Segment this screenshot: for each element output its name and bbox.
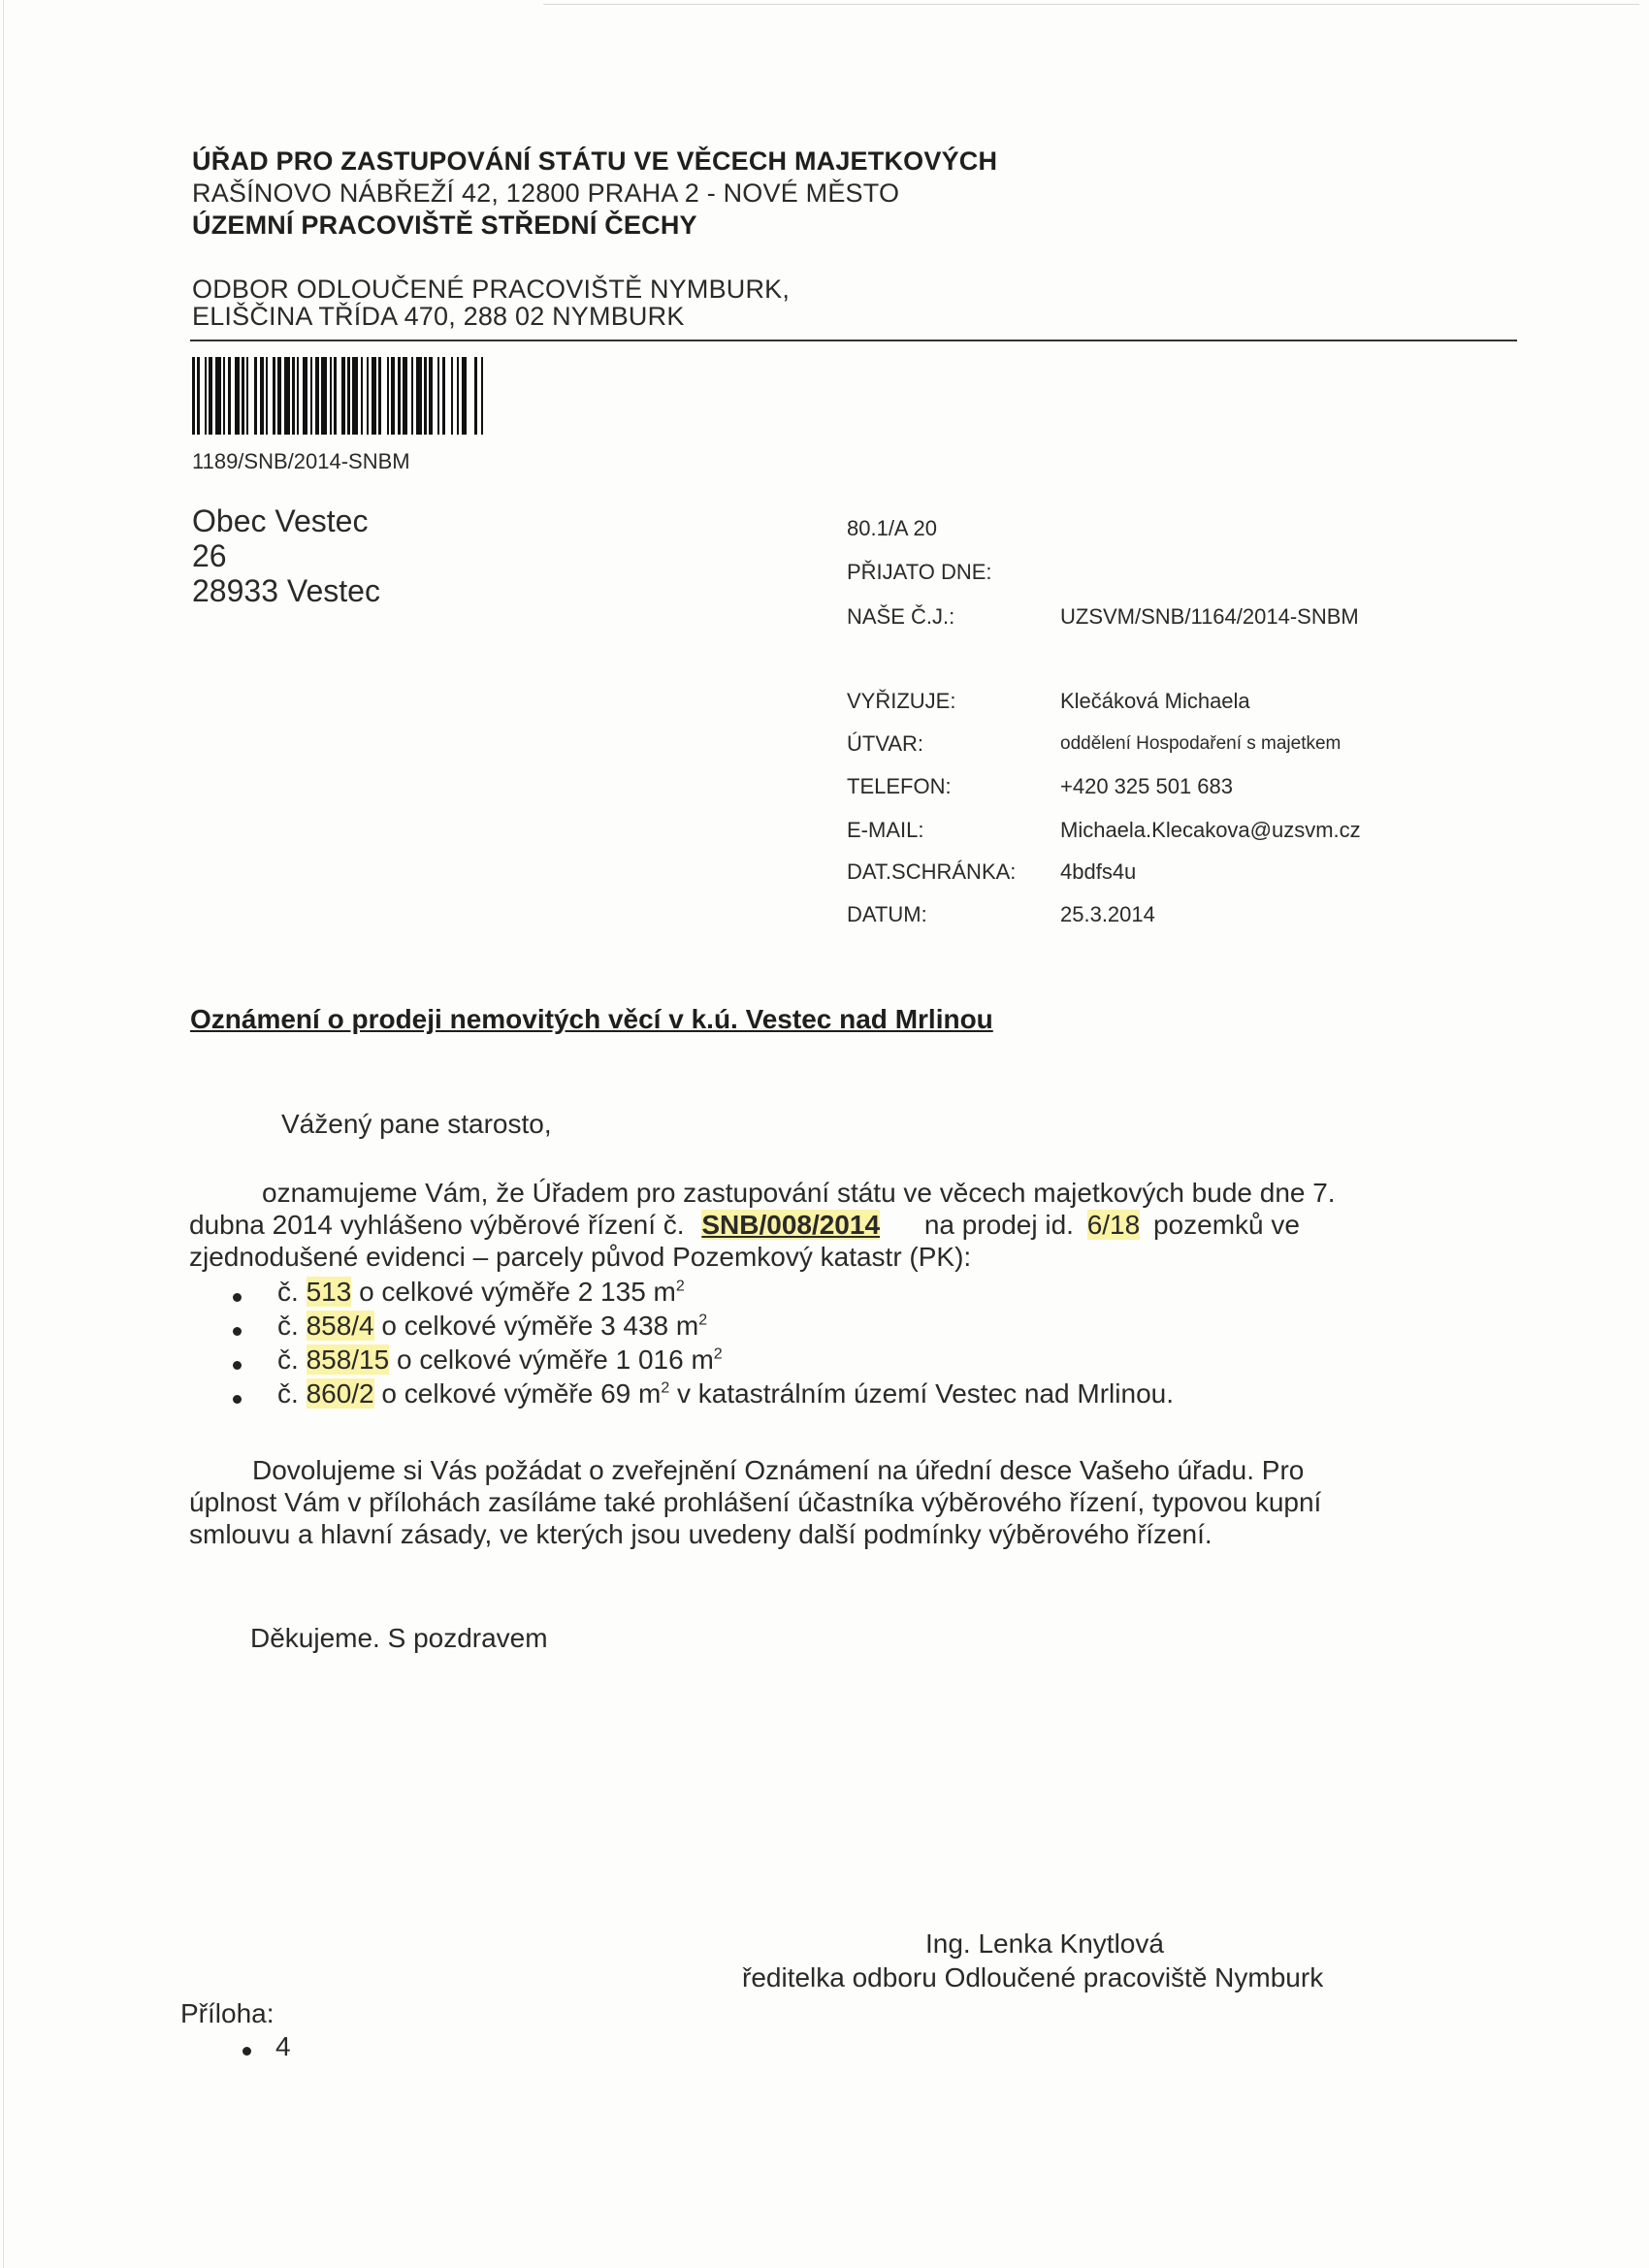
parcel-id: 513 <box>306 1277 352 1307</box>
parcel-area: o celkové výměře 2 135 m <box>359 1277 676 1307</box>
handler-value: Klečáková Michaela <box>1060 689 1250 713</box>
barcode-reference: 1189/SNB/2014-SNBM <box>192 449 410 473</box>
department-address: ELIŠČINA TŘÍDA 470, 288 02 NYMBURK <box>192 302 685 331</box>
recipient-street: 26 <box>192 538 227 573</box>
closing: Děkujeme. S pozdravem <box>250 1623 548 1653</box>
scan-left-edge <box>3 0 4 2268</box>
paragraph1-line1: oznamujeme Vám, že Úřadem pro zastupování státu ve věcech majetkových bude dne 7. <box>262 1178 1336 1208</box>
parcel-tail: v katastrálním území Vestec nad Mrlinou. <box>669 1378 1174 1409</box>
bullet-icon <box>233 1395 242 1404</box>
dept-value: oddělení Hospodaření s majetkem <box>1060 733 1342 754</box>
bullet-icon <box>233 1293 242 1302</box>
office-name: ÚŘAD PRO ZASTUPOVÁNÍ STÁTU VE VĚCECH MAJETKOVÝCH <box>192 146 998 176</box>
paragraph1-line3: zjednodušené evidenci – parcely původ Pozemkový katastr (PK): <box>189 1242 972 1272</box>
area-unit-exponent: 2 <box>661 1379 670 1397</box>
parcel-prefix: č. <box>277 1378 299 1409</box>
paragraph2-line1: Dovolujeme si Vás požádat o zveřejnění Oznámení na úřední desce Vašeho úřadu. Pro <box>252 1455 1305 1485</box>
attachments-count: 4 <box>275 2031 291 2061</box>
bullet-icon <box>233 1361 242 1370</box>
header-separator <box>190 340 1517 341</box>
dept-label: ÚTVAR: <box>847 731 924 756</box>
area-unit-exponent: 2 <box>675 1278 685 1295</box>
paragraph1-line2-end: pozemků ve <box>1152 1210 1300 1240</box>
parcel-prefix: č. <box>277 1311 299 1341</box>
attachments-label: Příloha: <box>180 1998 275 2028</box>
email-value: Michaela.Klecakova@uzsvm.cz <box>1060 818 1361 842</box>
paragraph1-line2-start: dubna 2014 vyhlášeno výběrové řízení č. <box>189 1210 685 1240</box>
area-unit-exponent: 2 <box>698 1312 708 1329</box>
handler-label: VYŘIZUJE: <box>847 689 956 713</box>
parcel-id: 860/2 <box>306 1378 374 1409</box>
area-unit-exponent: 2 <box>713 1345 723 1363</box>
paragraph1-line2-mid: na prodej id. <box>923 1210 1074 1240</box>
letter-subject: Oznámení o prodeji nemovitých věcí v k.ú. Vestec nad Mrlinou <box>190 1004 993 1034</box>
received-label: PŘIJATO DNE: <box>847 560 992 584</box>
ownership-share: 6/18 <box>1086 1210 1141 1240</box>
parcel-prefix: č. <box>277 1277 299 1307</box>
office-address: RAŠÍNOVO NÁBŘEŽÍ 42, 12800 PRAHA 2 - NOVÉ MĚSTO <box>192 178 900 208</box>
parcel-item <box>277 1378 1174 1409</box>
bullet-icon <box>242 2047 251 2056</box>
barcode-stripe <box>467 357 474 435</box>
barcode <box>192 357 863 435</box>
regional-office: ÚZEMNÍ PRACOVIŠTĚ STŘEDNÍ ČECHY <box>192 211 697 240</box>
paragraph1-line2 <box>189 1210 1300 1241</box>
phone-label: TELEFON: <box>847 774 952 798</box>
email-label: E-MAIL: <box>847 818 924 842</box>
recipient-name: Obec Vestec <box>192 503 369 538</box>
paragraph2-line2: úplnost Vám v přílohách zasíláme také prohlášení účastníka výběrového řízení, typovou kupní <box>189 1487 1322 1517</box>
date-value: 25.3.2014 <box>1060 902 1155 926</box>
parcel-item <box>277 1277 685 1308</box>
our-ref-label: NAŠE Č.J.: <box>847 604 955 629</box>
parcel-item <box>277 1345 723 1376</box>
department-name: ODBOR ODLOUČENÉ PRACOVIŠTĚ NYMBURK, <box>192 275 791 304</box>
barcode-stripe <box>483 357 489 435</box>
databox-value: 4bdfs4u <box>1060 859 1137 884</box>
parcel-id: 858/4 <box>306 1311 374 1341</box>
parcel-prefix: č. <box>277 1345 299 1375</box>
paragraph2-line3: smlouvu a hlavní zásady, ve kterých jsou uvedeny další podmínky výběrového řízení. <box>189 1519 1212 1549</box>
bullet-icon <box>233 1327 242 1336</box>
parcel-item <box>277 1311 707 1342</box>
recipient-city: 28933 Vestec <box>192 573 380 608</box>
date-label: DATUM: <box>847 902 927 926</box>
parcel-id: 858/15 <box>306 1345 390 1375</box>
our-ref-value: UZSVM/SNB/1164/2014-SNBM <box>1060 604 1359 629</box>
scan-top-edge <box>543 4 1639 5</box>
parcel-area: o celkové výměře 3 438 m <box>381 1311 699 1341</box>
phone-value: +420 325 501 683 <box>1060 774 1234 798</box>
salutation: Vážený pane starosto, <box>281 1109 552 1139</box>
signatory-name: Ing. Lenka Knytlová <box>925 1928 1164 1959</box>
tender-code: SNB/008/2014 <box>701 1210 881 1240</box>
parcel-area: o celkové výměře 1 016 m <box>396 1345 714 1375</box>
file-code: 80.1/A 20 <box>847 516 937 540</box>
parcel-area: o celkové výměře 69 m <box>381 1378 662 1409</box>
signatory-title: ředitelka odboru Odloučené pracoviště Nymburk <box>742 1962 1324 1993</box>
databox-label: DAT.SCHRÁNKA: <box>847 859 1017 884</box>
